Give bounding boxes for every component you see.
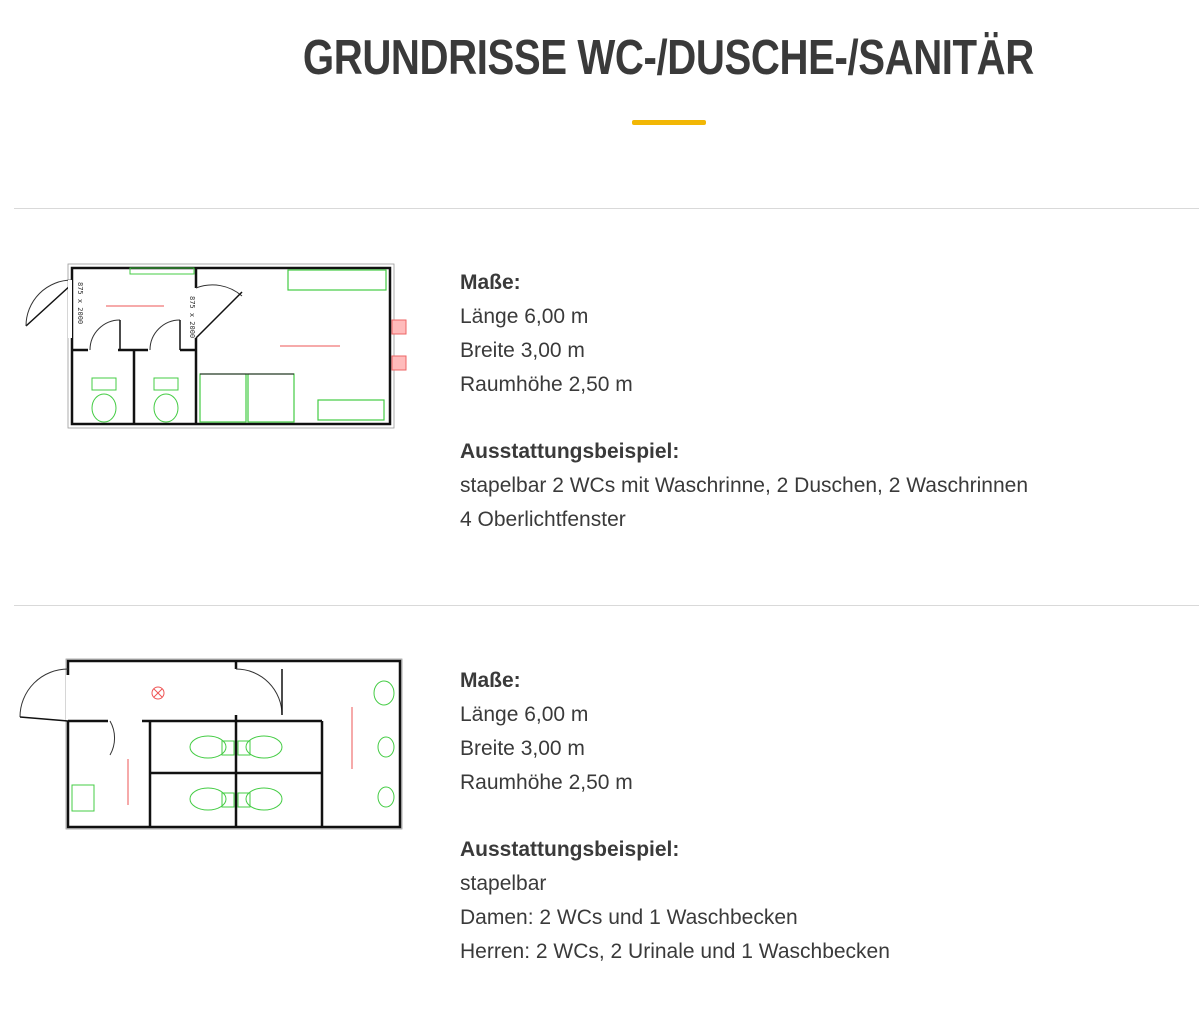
door-size-label-a: 875 x 2000 <box>76 282 84 325</box>
equipment-heading: Ausstattungsbeispiel: <box>460 838 680 861</box>
equipment-line: Damen: 2 WCs und 1 Waschbecken <box>460 906 798 929</box>
floor-plan-image-1 <box>18 258 418 433</box>
height-text: Raumhöhe 2,50 m <box>460 771 633 794</box>
equipment-line: stapelbar <box>460 872 547 895</box>
width-text: Breite 3,00 m <box>460 339 585 362</box>
title-underline <box>632 120 706 125</box>
dimensions-heading: Maße: <box>460 669 521 692</box>
page-title: GRUNDRISSE WC-/DUSCHE-/SANITÄR <box>302 31 1034 85</box>
dimensions-heading: Maße: <box>460 271 521 294</box>
unit-1-info <box>460 266 1028 537</box>
height-text: Raumhöhe 2,50 m <box>460 373 633 396</box>
equipment-heading: Ausstattungsbeispiel: <box>460 440 680 463</box>
length-text: Länge 6,00 m <box>460 305 589 328</box>
door-size-label-b: 875 x 2000 <box>188 296 196 339</box>
equipment-line: stapelbar 2 WCs mit Waschrinne, 2 Duschen, 2 Waschrinnen <box>460 474 1029 497</box>
divider <box>14 605 1199 606</box>
equipment-line: 4 Oberlichtfenster <box>460 508 626 531</box>
length-text: Länge 6,00 m <box>460 703 589 726</box>
equipment-line: Herren: 2 WCs, 2 Urinale und 1 Waschbecken <box>460 940 890 963</box>
floor-plan-image-2 <box>18 655 418 835</box>
divider <box>14 208 1199 209</box>
width-text: Breite 3,00 m <box>460 737 585 760</box>
unit-2-info <box>460 664 890 969</box>
